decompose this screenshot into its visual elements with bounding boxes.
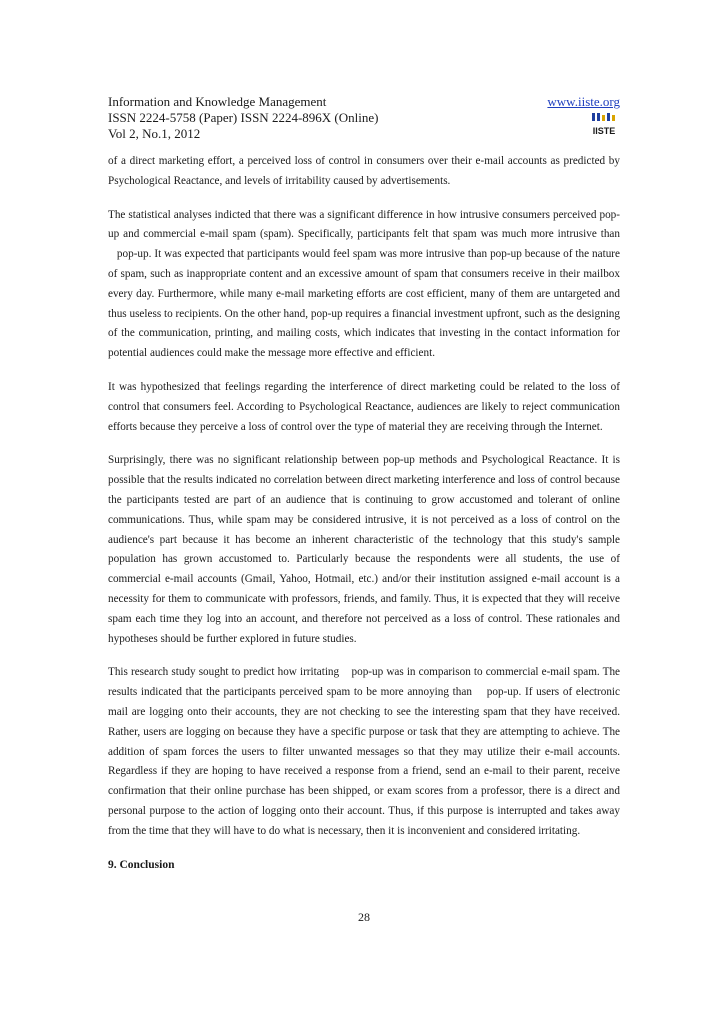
- article-body: [108, 152, 620, 875]
- journal-issn: ISSN 2224-5758 (Paper) ISSN 2224-896X (Online): [108, 110, 379, 125]
- section-heading: 9. Conclusion: [108, 858, 175, 871]
- paragraph: of a direct marketing effort, a perceived loss of control in consumers over their e-mail accounts as predicted by Psychological Reactance, and levels of irritability caused by advertisements.: [108, 155, 620, 187]
- paragraph: Surprisingly, there was no significant relationship between pop-up methods and Psychological Reactance. It is possible that the results indicated no correlation between direct marketing interference and loss of control because the participants tested are part of an audience that is continuing to grow accustomed and tolerant of online communications. Thus, while spam may be considered intrusive, it is not perceived as a loss of control on the audience's part because it has become an inherent characteristic of the technology that this study's sample population has grown accustomed to. Particularly because the respondents were all students, the use of commercial e-mail accounts (Gmail, Yahoo, Hotmail, etc.) and/or their institution assigned e-mail account is a necessity for them to communicate with professors, friends, and family. Thus, it is expected that they will receive spam each time they log into an account, and therefore not perceived as a loss of control. These rationales and hypotheses should be further explored in future studies.: [108, 454, 620, 645]
- paragraph: The statistical analyses indicted that there was a significant difference in how intrusive consumers perceived pop-up and commercial e-mail spam (spam). Specifically, participants felt that spam was much more intrusive than pop-up. It was expected that participants would feel spam was more intrusive than pop-up because of the nature of spam, such as inappropriate content and an excessive amount of spam that consumers receive in their mailbox every day. Furthermore, while many e-mail marketing efforts are cost efficient, many of them are untargeted and thus useless to recipients. On the other hand, pop-up requires a financial investment upfront, such as the designing of the communication, printing, and mailing costs, which indicates that investing in the contact information for potential audiences could make the message more effective and efficient.: [108, 208, 620, 360]
- journal-header: [108, 94, 620, 142]
- logo-text: IISTE: [592, 126, 616, 136]
- journal-volume: Vol 2, No.1, 2012: [108, 126, 201, 141]
- page-number: 28: [358, 910, 370, 924]
- iiste-logo-icon: [591, 112, 617, 138]
- website-link[interactable]: www.iiste.org: [547, 94, 620, 109]
- journal-title: Information and Knowledge Management: [108, 94, 327, 109]
- paragraph: It was hypothesized that feelings regarding the interference of direct marketing could be related to the loss of control that consumers feel. According to Psychological Reactance, audiences are likely to reject communication efforts because they perceive a loss of control over the type of material they are receiving through the Internet.: [108, 380, 620, 433]
- paragraph: This research study sought to predict how irritating pop-up was in comparison to commercial e-mail spam. The results indicated that the participants perceived spam to be more annoying than pop-up. If users of electronic mail are logging onto their accounts, they are not checking to see the interesting spam that they have received. Rather, users are logging on because they have a specific purpose or task that they are attempting to achieve. The addition of spam forces the users to filter unwanted messages so that they may utilize their e-mail accounts. Regardless if they are hoping to have received a response from a friend, send an e-mail to their parent, receive confirmation that their online purchase has been shipped, or exam scores from a professor, there is a direct and personal purpose to the action of logging onto their account. Thus, if this purpose is interrupted and takes away from the time that they will have to do what is necessary, then it is inconvenient and considered irritating.: [108, 666, 620, 837]
